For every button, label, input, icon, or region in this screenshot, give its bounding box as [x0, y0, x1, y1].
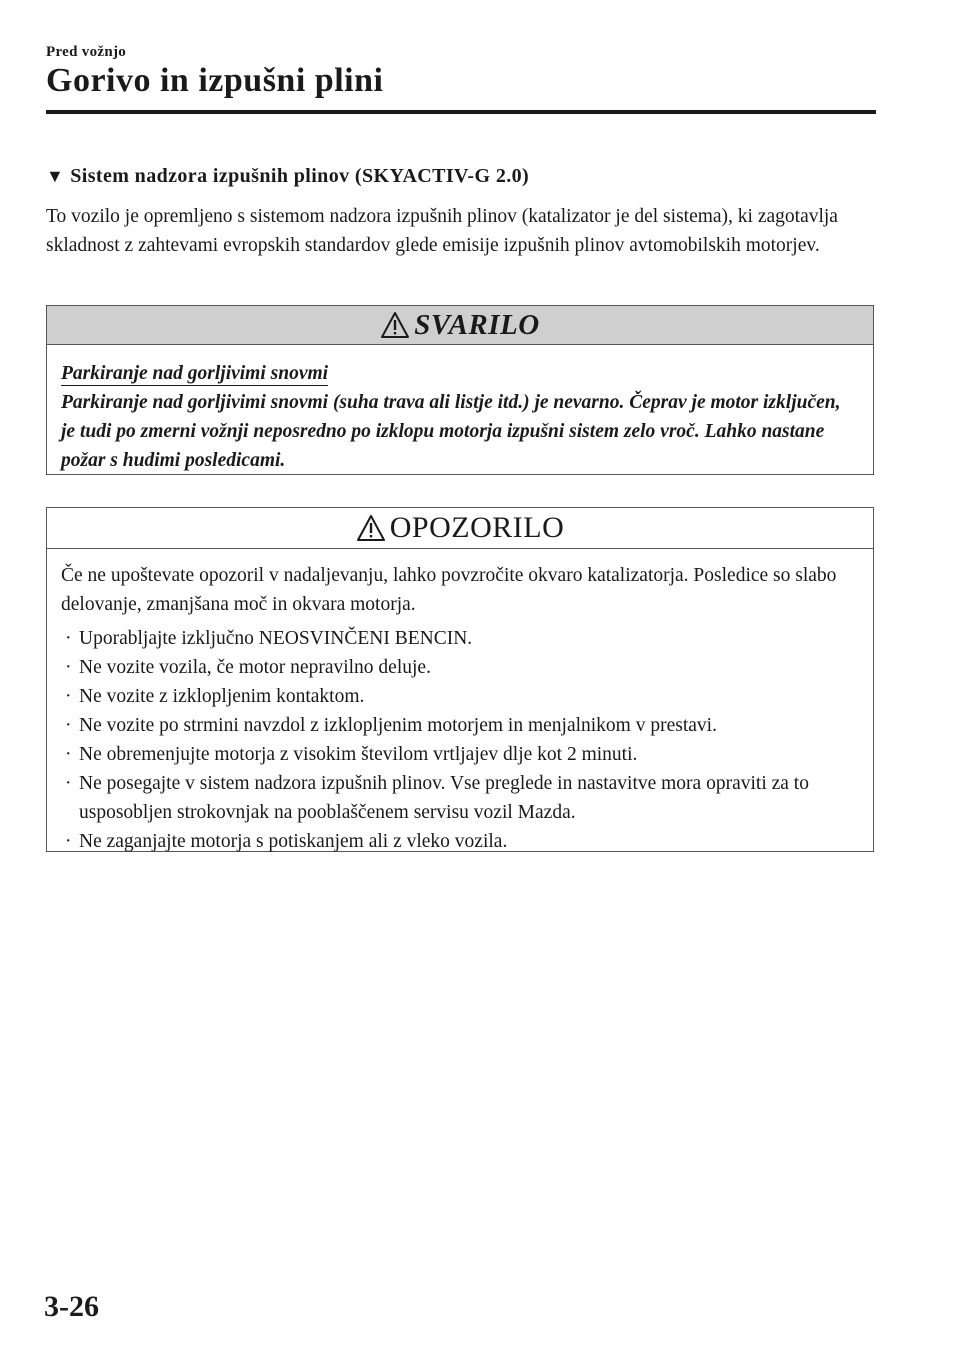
- bullet-dot-icon: ·: [65, 628, 72, 649]
- section-heading: [46, 165, 529, 188]
- list-item: · Ne vozite z izklopljenim kontaktom.: [61, 682, 859, 711]
- opozorilo-body: [47, 549, 873, 856]
- warning-triangle-icon: [356, 514, 386, 542]
- svarilo-body: [47, 345, 873, 475]
- list-item: · Ne zaganjajte motorja s potiskanjem ali z vleko vozila.: [61, 827, 859, 856]
- page-title: Gorivo in izpušni plini: [46, 62, 384, 99]
- bullet-dot-icon: ·: [65, 715, 72, 736]
- bullet-dot-icon: ·: [65, 744, 72, 765]
- warning-triangle-icon: [380, 311, 410, 339]
- list-item: · Ne posegajte v sistem nadzora izpušnih plinov. Vse preglede in nastavitve mora opraviti za to usposobljen strokovnjak na pooblaščenem servisu vozil Mazda.: [61, 769, 859, 827]
- section-intro: To vozilo je opremljeno s sistemom nadzora izpušnih plinov (katalizator je del sistema), ki zagotavlja skladnost z zahtevami evropskih standardov glede emisije izpušnih plinov avtomobilskih motorjev.: [46, 206, 838, 256]
- opozorilo-box: [46, 507, 874, 852]
- opozorilo-list: [61, 624, 859, 856]
- page-number: 3-26: [44, 1290, 99, 1323]
- bullet-dot-icon: ·: [65, 657, 72, 678]
- triangle-marker-icon: ▼: [46, 166, 65, 186]
- svarilo-header: [47, 306, 873, 345]
- list-item: · Ne vozite vozila, če motor nepravilno deluje.: [61, 653, 859, 682]
- svarilo-box: [46, 305, 874, 475]
- chapter-kicker: Pred vožnjo: [46, 44, 127, 60]
- opozorilo-header: [47, 508, 873, 549]
- bullet-dot-icon: ·: [65, 773, 72, 794]
- bullet-dot-icon: ·: [65, 831, 72, 852]
- svarilo-text: Parkiranje nad gorljivimi snovmi (suha trava ali listje itd.) je nevarno. Čeprav je motor izključen, je tudi po zmerni vožnji neposredno po izklopu motorja izpušni sistem zelo vroč. Lahko nastane požar s hudimi posledicami.: [61, 392, 841, 471]
- list-item: · Uporabljajte izključno NEOSVINČENI BENCIN.: [61, 624, 859, 653]
- opozorilo-intro: Če ne upoštevate opozoril v nadaljevanju, lahko povzročite okvaro katalizatorja. Posledice so slabo delovanje, zmanjšana moč in okvara motorja.: [61, 565, 837, 615]
- bullet-dot-icon: ·: [65, 686, 72, 707]
- svarilo-label: SVARILO: [414, 308, 540, 341]
- opozorilo-label: OPOZORILO: [389, 511, 565, 544]
- list-item: · Ne obremenjujte motorja z visokim številom vrtljajev dlje kot 2 minuti.: [61, 740, 859, 769]
- header-divider: [46, 110, 876, 114]
- list-item: · Ne vozite po strmini navzdol z izklopljenim motorjem in menjalnikom v prestavi.: [61, 711, 859, 740]
- svarilo-subheading: Parkiranje nad gorljivimi snovmi: [61, 363, 329, 384]
- section-heading-text: Sistem nadzora izpušnih plinov (SKYACTIV-G 2.0): [70, 165, 530, 187]
